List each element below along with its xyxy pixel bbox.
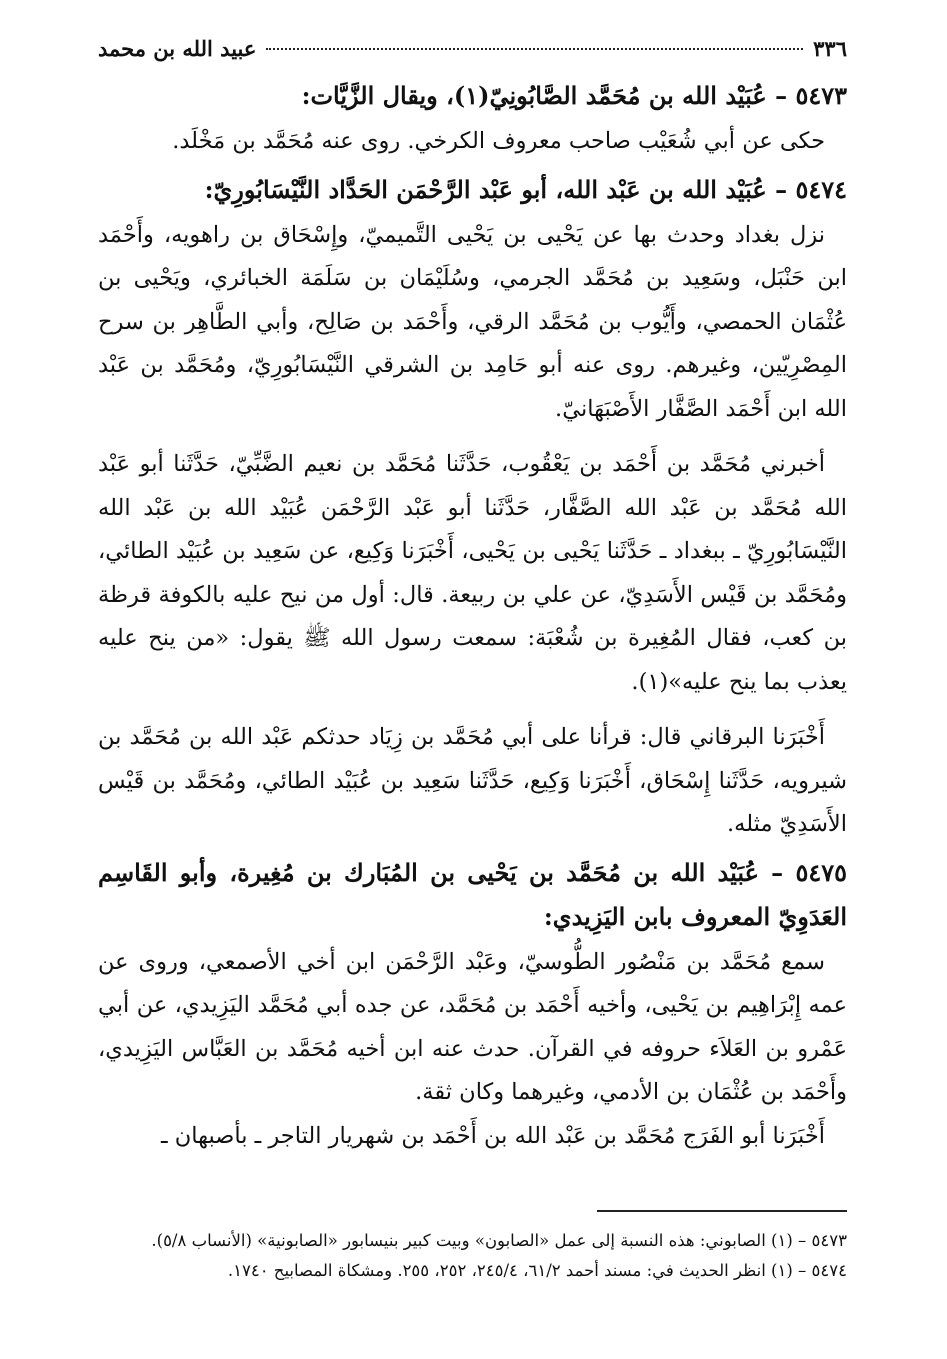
paragraph-gap xyxy=(98,431,847,443)
header-dotted-leader xyxy=(266,47,803,50)
entry-5473 xyxy=(98,74,847,164)
entry-paragraph: نزل بغداد وحدث بها عن يَحْيى بن يَحْيى التَّميميّ، وإِسْحَاق بن راهويه، وأَحْمَد ابن حَنْبَل، وسَعِيد بن مُحَمَّد الجرمي، وسُلَيْمَان بن سَلَمَة الخبائري، ويَحْيى بن عُثْمَان الحمصي، وأَيُّوب بن مُحَمَّد الرقي، وأَحْمَد بن صَالِح، وأبي الطَّاهِر بن سرح المِصْرِيّين، وغيرهم. روى عنه أبو حَامِد بن الشرقي النَّيْسَابُورِيّ، ومُحَمَّد بن عَبْد الله ابن أَحْمَد الصَّفَّار الأَصْبَهَانيّ. xyxy=(98,221,847,422)
entry-paragraph: أخبرني مُحَمَّد بن أَحْمَد بن يَعْقُوب، حَدَّثَنا مُحَمَّد بن نعيم الضَّبِّيّ، حَدَّثَنا أبو عَبْد الله مُحَمَّد بن عَبْد الله الصَّفَّار، حَدَّثَنا أبو عَبْد الرَّحْمَن عُبَيْد الله بن عَبْد الله النَّيْسَابُورِيّ ـ ببغداد ـ حَدَّثَنا يَحْيى بن يَحْيى، أَخْبَرَنا وَكِيع، عن سَعِيد بن عُبَيْد الطائي، ومُحَمَّد بن قَيْس الأَسَدِيّ، عن علي بن ربيعة. قال: أول من نيح عليه بالكوفة قرظة بن كعب، فقال المُغِيرة بن شُعْبَة: سمعت رسول الله ﷺ يقول: «من ينح عليه يعذب بما ينح عليه»(١). xyxy=(98,451,847,695)
entry-heading: ٥٤٧٥ – عُبَيْد الله بن مُحَمَّد بن يَحْيى بن المُبَارك بن مُغِيرة، وأبو القَاسِم العَدَوِيّ المعروف بابن اليَزِيدي: xyxy=(98,857,847,931)
running-title: عبيد الله بن محمد xyxy=(98,36,257,61)
entry-heading: ٥٤٧٣ – عُبَيْد الله بن مُحَمَّد الصَّابُونِيّ(١)، ويقال الزَّيَّات: xyxy=(301,81,847,110)
paragraph-gap xyxy=(98,704,847,716)
entry-5474 xyxy=(98,168,847,847)
footnotes xyxy=(98,1226,847,1286)
entry-paragraph: أَخْبَرَنا أبو الفَرَج مُحَمَّد بن عَبْد الله بن أَحْمَد بن شهريار التاجر ـ بأصبهان ـ xyxy=(160,1122,825,1149)
footnote-separator xyxy=(597,1210,847,1212)
entry-paragraph: سمع مُحَمَّد بن مَنْصُور الطُّوسيّ، وعَبْد الرَّحْمَن ابن أخي الأصمعي، وروى عن عمه إِبْرَاهِيم بن يَحْيى، وأخيه أَحْمَد بن مُحَمَّد، عن جده أبي مُحَمَّد اليَزِيدي، عن أبي عَمْرو بن العَلاَء حروفه في القرآن. حدث عنه ابن أخيه مُحَمَّد بن العَبَّاس اليَزِيدي، وأَحْمَد بن عُثْمَان بن الأدمي، وغيرهما وكان ثقة. xyxy=(98,948,847,1105)
entry-5475 xyxy=(98,851,847,1159)
page-number: ٣٣٦ xyxy=(813,36,847,61)
entry-paragraph: حكى عن أبي شُعَيْب صاحب معروف الكرخي. روى عنه مُحَمَّد بن مَخْلَد. xyxy=(172,128,825,154)
running-header xyxy=(98,36,847,70)
entry-heading: ٥٤٧٤ – عُبَيْد الله بن عَبْد الله، أبو عَبْد الرَّحْمَن الحَدَّاد النَّيْسَابُورِيّ: xyxy=(204,174,847,204)
footnote: ٥٤٧٣ – (١) الصابوني: هذه النسبة إلى عمل «الصابون» وبيت كبير بنيسابور «الصابونية» (الأنساب ٥/٨). xyxy=(151,1231,847,1250)
entry-paragraph: أَخْبَرَنا البرقاني قال: قرأنا على أبي مُحَمَّد بن زِيَاد حدثكم عَبْد الله بن مُحَمَّد بن شيرويه، حَدَّثَنا إِسْحَاق، أَخْبَرَنا وَكِيع، حَدَّثَنا سَعِيد بن عُبَيْد الطائي، ومُحَمَّد بن قَيْس الأَسَدِيّ مثله. xyxy=(98,724,847,837)
footnote: ٥٤٧٤ – (١) انظر الحديث في: مسند أحمد ٦١/٢، ٢٤٥/٤، ٢٥٢، ٢٥٥. ومشكاة المصابيح ١٧٤٠. xyxy=(227,1261,847,1280)
